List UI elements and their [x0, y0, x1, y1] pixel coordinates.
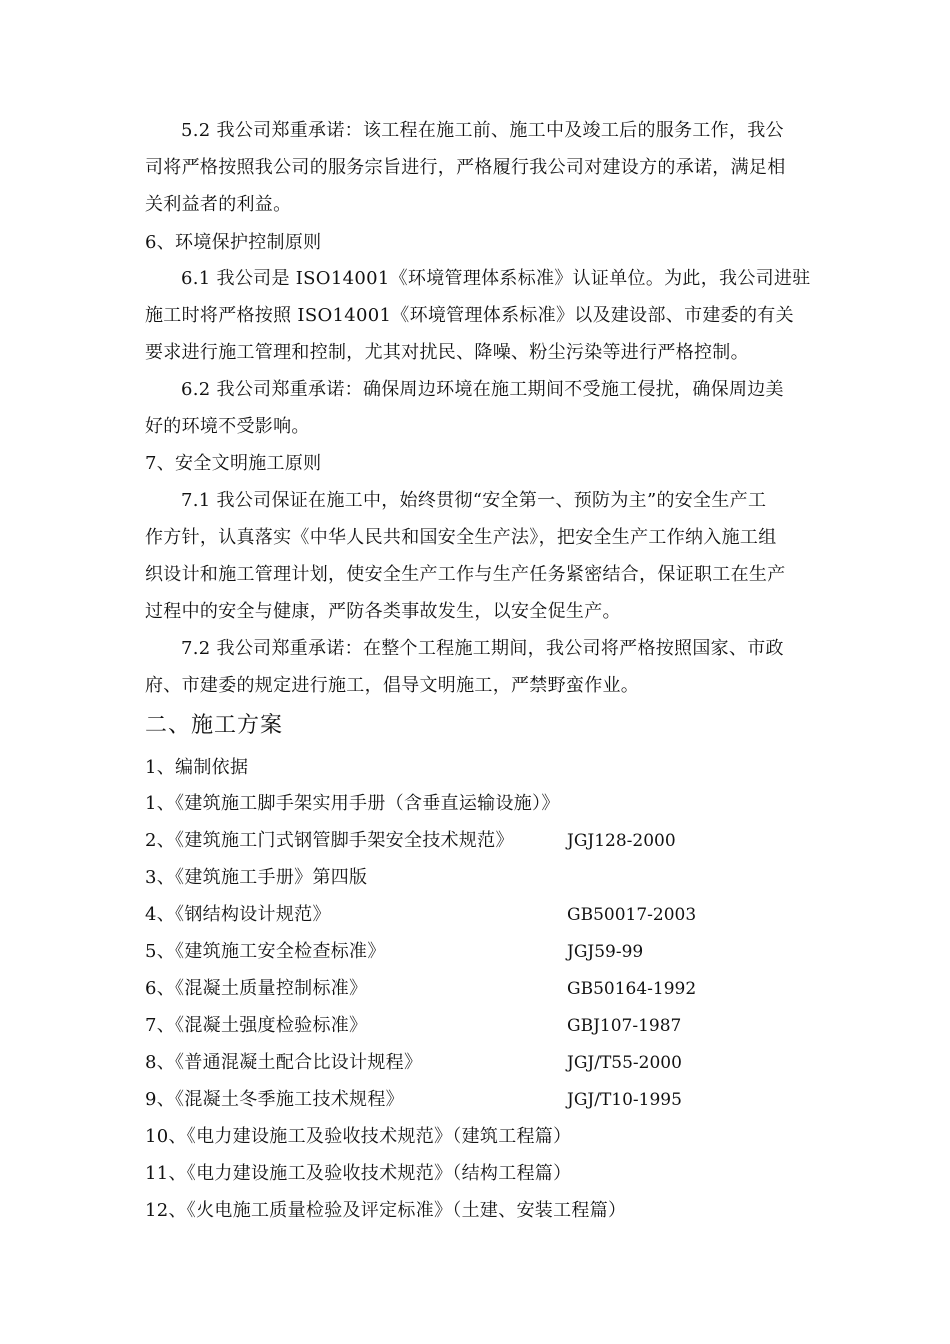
reference-code: GBJ107-1987: [567, 1016, 682, 1036]
paragraph-line: 7.1 我公司保证在施工中，始终贯彻“安全第一、预防为主”的安全生产工: [181, 490, 767, 511]
reference-item: 8、《普通混凝土配合比设计规程》: [145, 1052, 423, 1073]
paragraph-line: 5.2 我公司郑重承诺：该工程在施工前、施工中及竣工后的服务工作，我公: [181, 120, 784, 141]
paragraph-line: 要求进行施工管理和控制，尤其对扰民、降噪、粉尘污染等进行严格控制。: [145, 342, 749, 363]
reference-item: 12、《火电施工质量检验及评定标准》（土建、安装工程篇）: [145, 1200, 627, 1221]
reference-item: 6、《混凝土质量控制标准》: [145, 978, 368, 999]
paragraph-line: 好的环境不受影响。: [145, 416, 310, 437]
paragraph-line: 作方针，认真落实《中华人民共和国安全生产法》，把安全生产工作纳入施工组: [145, 527, 777, 548]
reference-code: GB50164-1992: [567, 979, 697, 999]
reference-item: 10、《电力建设施工及验收技术规范》（建筑工程篇）: [145, 1126, 572, 1147]
section-title: 1、编制依据: [145, 757, 249, 778]
reference-code: JGJ/T55-2000: [567, 1053, 682, 1073]
paragraph-line: 7.2 我公司郑重承诺：在整个工程施工期间，我公司将严格按照国家、市政: [181, 638, 784, 659]
paragraph-line: 6.1 我公司是 ISO14001《环境管理体系标准》认证单位。为此，我公司进驻: [181, 268, 811, 289]
section-title: 7、安全文明施工原则: [145, 453, 322, 474]
reference-item: 7、《混凝土强度检验标准》: [145, 1015, 368, 1036]
reference-item: 11、《电力建设施工及验收技术规范》（结构工程篇）: [145, 1163, 572, 1184]
paragraph-line: 关利益者的利益。: [145, 194, 292, 215]
reference-code: JGJ/T10-1995: [567, 1090, 682, 1110]
paragraph-line: 织设计和施工管理计划，使安全生产工作与生产任务紧密结合，保证职工在生产: [145, 564, 786, 585]
reference-code: JGJ128-2000: [567, 831, 676, 851]
paragraph-line: 施工时将严格按照 ISO14001《环境管理体系标准》以及建设部、市建委的有关: [145, 305, 794, 326]
chapter-heading: 二、施工方案: [145, 713, 284, 738]
paragraph-line: 司将严格按照我公司的服务宗旨进行，严格履行我公司对建设方的承诺，满足相: [145, 157, 786, 178]
reference-item: 4、《钢结构设计规范》: [145, 904, 331, 925]
reference-item: 2、《建筑施工门式钢管脚手架安全技术规范》: [145, 830, 514, 851]
reference-item: 9、《混凝土冬季施工技术规程》: [145, 1089, 404, 1110]
reference-item: 1、《建筑施工脚手架实用手册（含垂直运输设施）》: [145, 793, 560, 814]
paragraph-line: 6.2 我公司郑重承诺：确保周边环境在施工期间不受施工侵扰，确保周边美: [181, 379, 784, 400]
reference-code: GB50017-2003: [567, 905, 697, 925]
paragraph-line: 过程中的安全与健康，严防各类事故发生，以安全促生产。: [145, 601, 621, 622]
reference-item: 3、《建筑施工手册》第四版: [145, 867, 368, 888]
section-title: 6、环境保护控制原则: [145, 232, 322, 253]
reference-code: JGJ59-99: [567, 942, 644, 962]
paragraph-line: 府、市建委的规定进行施工，倡导文明施工，严禁野蛮作业。: [145, 675, 640, 696]
reference-item: 5、《建筑施工安全检查标准》: [145, 941, 386, 962]
